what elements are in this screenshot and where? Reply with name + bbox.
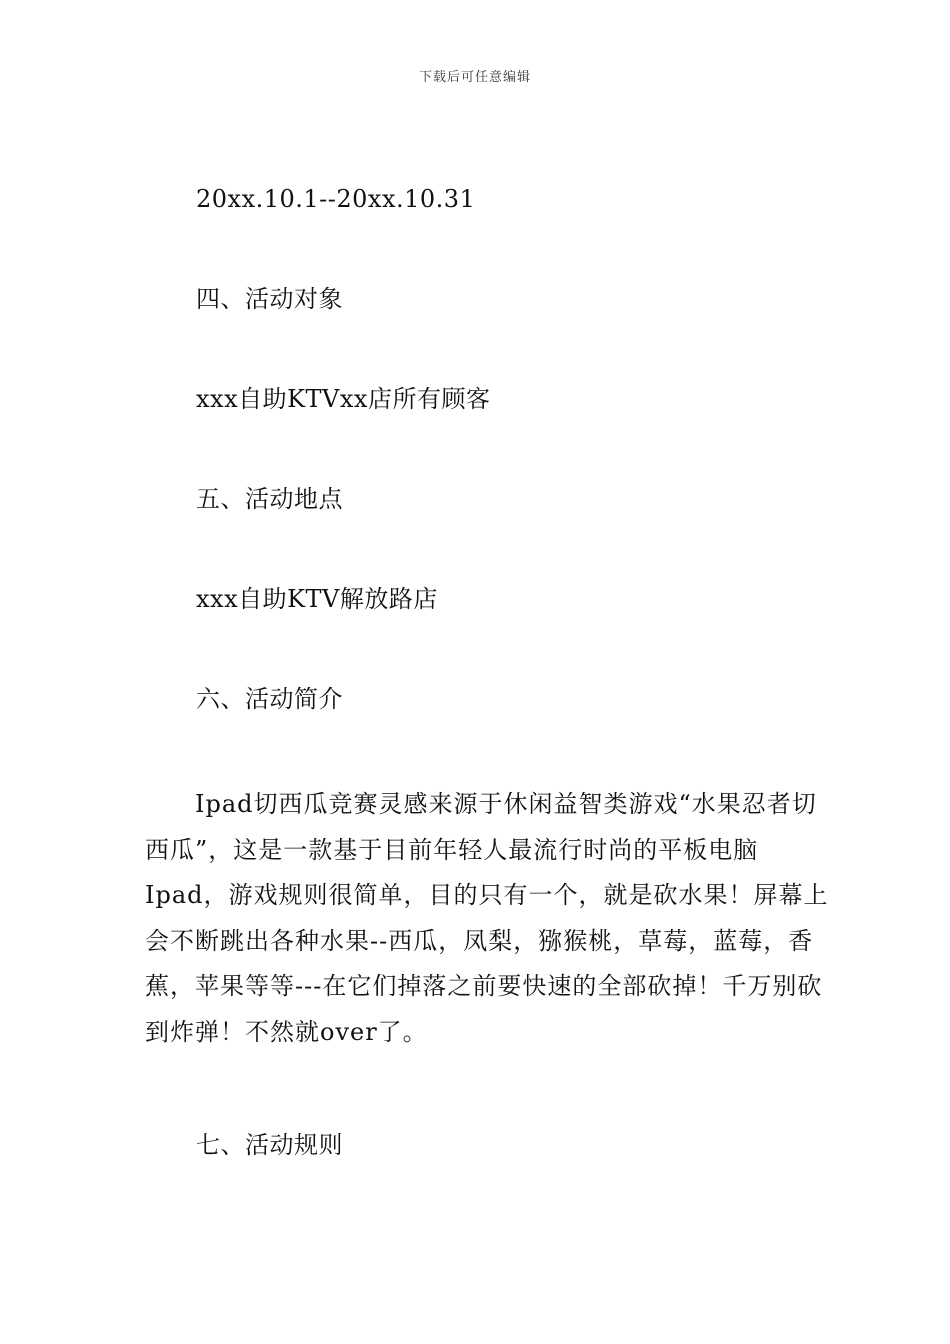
section-paragraph-6: Ipad切西瓜竞赛灵感来源于休闲益智类游戏“水果忍者切西瓜”，这是一款基于目前年轻人最流行时尚的平板电脑Ipad，游戏规则很简单，目的只有一个，就是砍水果！屏幕上会不断跳出各种水果--西瓜，凤梨，猕猴桃，草莓，蓝莓，香蕉，苹果等等---在它们掉落之前要快速的全部砍掉！千万别砍到炸弹！不然就over了。 xyxy=(145,790,829,1046)
section-heading-6: 六、活动简介 xyxy=(196,685,343,713)
date-range: 20xx.10.1--20xx.10.31 xyxy=(196,185,476,213)
section-text-4: xxx自助KTVxx店所有顾客 xyxy=(196,385,491,413)
section-text-5: xxx自助KTV解放路店 xyxy=(196,585,438,613)
section-heading-5: 五、活动地点 xyxy=(196,485,343,513)
header-note: 下载后可任意编辑 xyxy=(418,70,531,85)
section-heading-7: 七、活动规则 xyxy=(196,1131,343,1159)
section-heading-4: 四、活动对象 xyxy=(196,285,343,313)
